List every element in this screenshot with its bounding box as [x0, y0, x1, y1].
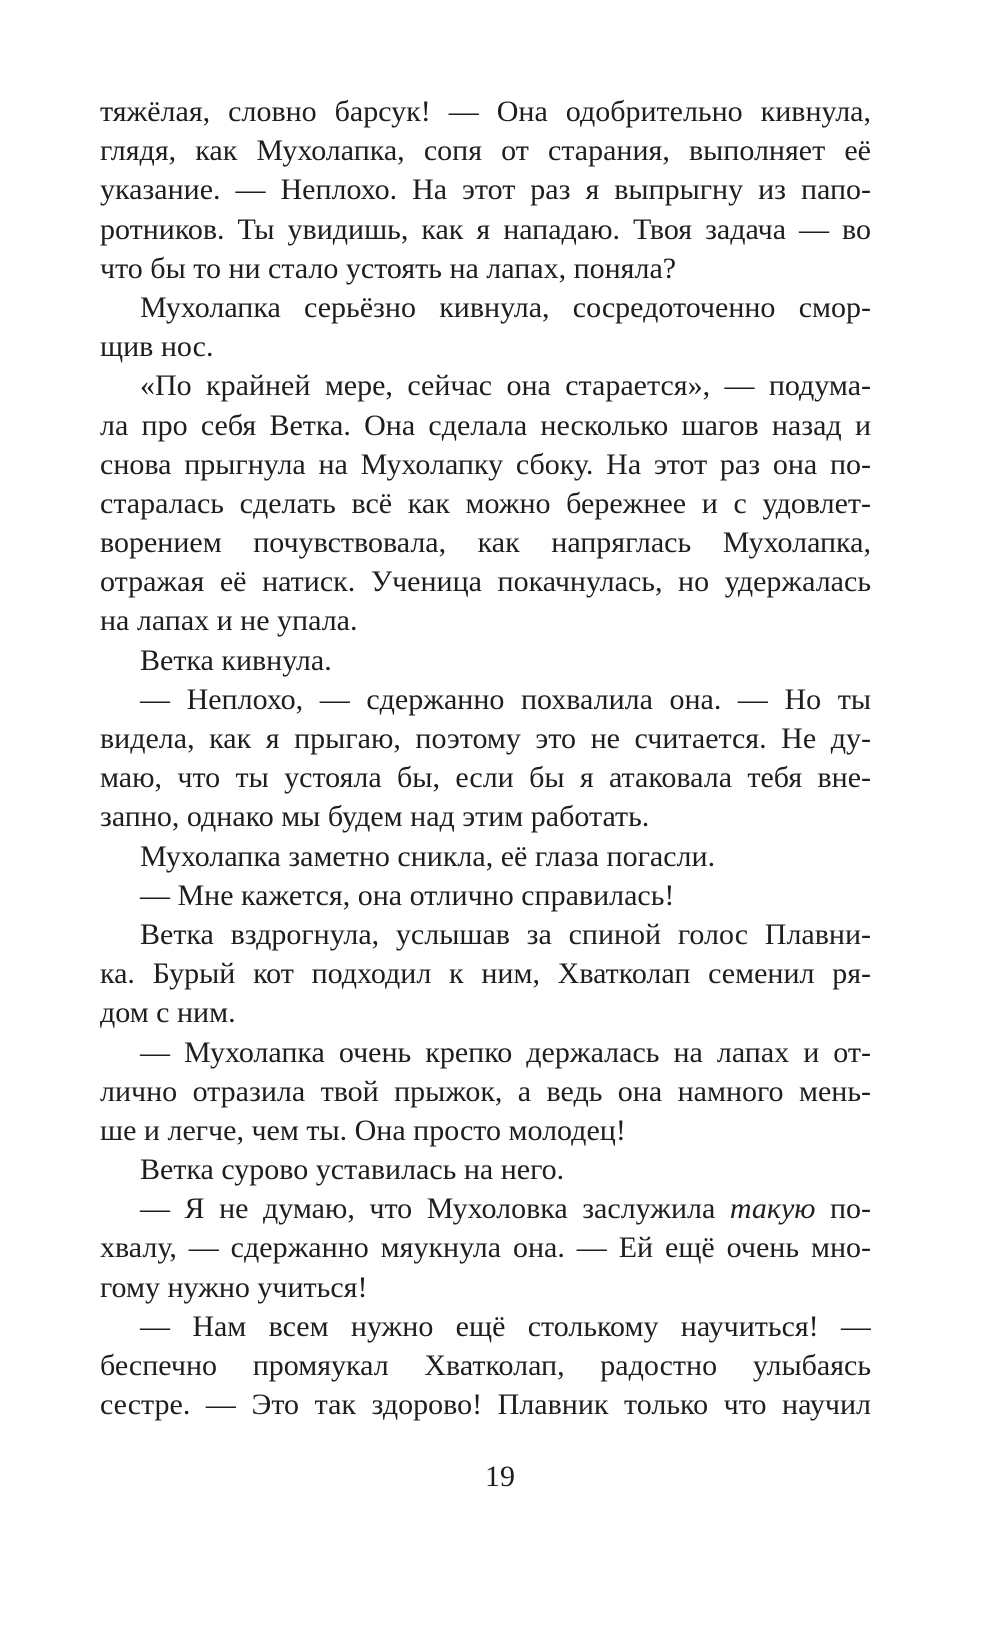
- text-line: Мухолапка серьёзно кивнула, сосредоточенно смор-: [140, 290, 871, 324]
- text-line: — Мне кажется, она отлично справилась!: [140, 878, 675, 912]
- text-line: — Неплохо, — сдержанно похвалила она. — Но ты: [140, 682, 871, 716]
- text-line: — Я не думаю, что Мухоловка заслужила такую по-: [140, 1192, 871, 1226]
- text-line: ка. Бурый кот подходил к ним, Хватколап семенил ря-: [100, 957, 871, 991]
- text-line: тяжёлая, словно барсук! — Она одобрительно кивнула,: [100, 95, 871, 128]
- text-line: «По крайней мере, сейчас она старается», — подума-: [140, 369, 871, 403]
- text-line: дом с ним.: [100, 996, 236, 1030]
- text-line: — Нам всем нужно ещё столькому научиться! —: [140, 1309, 871, 1343]
- text-line: Ветка вздрогнула, услышав за спиной голос Плавни-: [140, 917, 871, 951]
- text-line: указание. — Неплохо. На этот раз я выпрыгну из папо-: [100, 173, 871, 207]
- text-line: Мухолапка заметно сникла, её глаза погасли.: [140, 839, 716, 873]
- text-line: Ветка кивнула.: [140, 643, 332, 677]
- page-number: 19: [485, 1460, 515, 1493]
- emphasis-word: такую: [729, 1192, 816, 1226]
- text-line: видела, как я прыгаю, поэтому это не считается. Не ду-: [100, 722, 871, 755]
- text-line: щив нос.: [100, 330, 214, 364]
- text-line: ворением почувствовала, как напряглась Мухолапка,: [100, 526, 871, 560]
- text-line: ла про себя Ветка. Она сделала несколько шагов назад и: [100, 408, 871, 442]
- text-line: снова прыгнула на Мухолапку сбоку. На этот раз она по-: [100, 447, 871, 481]
- text-line: глядя, как Мухолапка, сопя от старания, выполняет её: [100, 134, 871, 168]
- text-line: — Мухолапка очень крепко держалась на лапах и от-: [140, 1035, 871, 1069]
- text-line: маю, что ты устояла бы, если бы я атаковала тебя вне-: [100, 761, 871, 795]
- text-line: на лапах и не упала.: [100, 604, 358, 638]
- text-line: отражая её натиск. Ученица покачнулась, но удержалась: [100, 565, 871, 599]
- text-line: ше и легче, чем ты. Она просто молодец!: [100, 1113, 626, 1147]
- text-line: лично отразила твой прыжок, а ведь она намного мень-: [100, 1074, 871, 1108]
- text-line: гому нужно учиться!: [100, 1270, 368, 1304]
- text-line: запно, однако мы будем над этим работать.: [100, 800, 650, 834]
- text-line: сестре. — Это так здорово! Плавник только что научил: [100, 1388, 871, 1422]
- text-line: беспечно промяукал Хватколап, радостно улыбаясь: [100, 1349, 871, 1382]
- text-line: хвалу, — сдержанно мяукнула она. — Ей ещё очень мно-: [100, 1231, 871, 1265]
- text-line: старалась сделать всё как можно бережнее и с удовлет-: [100, 486, 871, 520]
- text-line: что бы то ни стало устоять на лапах, поняла?: [100, 251, 677, 285]
- text-line: ротников. Ты увидишь, как я нападаю. Твоя задача — во: [100, 212, 871, 246]
- text-line: Ветка сурово уставилась на него.: [140, 1153, 565, 1187]
- page-text: [100, 92, 871, 1424]
